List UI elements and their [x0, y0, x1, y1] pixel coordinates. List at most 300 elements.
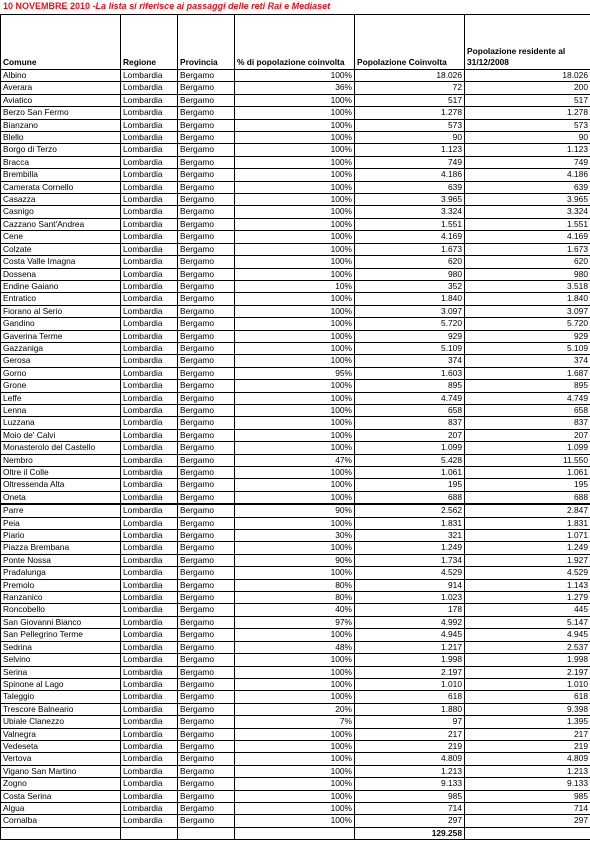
table-row: [1, 691, 590, 703]
cell-regione: Lombardia: [121, 629, 178, 641]
cell-regione: Lombardia: [121, 132, 178, 144]
cell-comune: Roncobello: [1, 604, 121, 616]
cell-regione: Lombardia: [121, 716, 178, 728]
cell-popolazione-residente: 2.197: [465, 666, 590, 678]
table-row: [1, 305, 590, 317]
cell-percentuale: 100%: [235, 392, 355, 404]
cell-provincia: Bergamo: [178, 268, 235, 280]
cell-popolazione-residente: 895: [465, 380, 590, 392]
table-row: [1, 404, 590, 416]
cell-regione: Lombardia: [121, 70, 178, 82]
cell-percentuale: 48%: [235, 641, 355, 653]
cell-provincia: Bergamo: [178, 392, 235, 404]
total-value: 129.258: [355, 827, 465, 839]
table-row: [1, 380, 590, 392]
cell-popolazione-residente: 90: [465, 132, 590, 144]
cell-percentuale: 100%: [235, 542, 355, 554]
cell-popolazione-residente: 517: [465, 94, 590, 106]
cell-regione: Lombardia: [121, 802, 178, 814]
cell-percentuale: 100%: [235, 666, 355, 678]
cell-comune: Lenna: [1, 404, 121, 416]
cell-regione: Lombardia: [121, 641, 178, 653]
cell-percentuale: 100%: [235, 765, 355, 777]
table-row: [1, 579, 590, 591]
cell-comune: Vertova: [1, 753, 121, 765]
cell-percentuale: 47%: [235, 454, 355, 466]
cell-percentuale: 100%: [235, 70, 355, 82]
cell-popolazione-coinvolta: 195: [355, 479, 465, 491]
cell-percentuale: 100%: [235, 678, 355, 690]
table-row: [1, 530, 590, 542]
table-row: [1, 454, 590, 466]
cell-provincia: Bergamo: [178, 94, 235, 106]
cell-comune: Averara: [1, 82, 121, 94]
table-row: [1, 654, 590, 666]
cell-popolazione-residente: 1.279: [465, 592, 590, 604]
cell-popolazione-residente: 573: [465, 119, 590, 131]
table-row: [1, 716, 590, 728]
cell-provincia: Bergamo: [178, 330, 235, 342]
table-row: [1, 765, 590, 777]
cell-regione: Lombardia: [121, 728, 178, 740]
cell-regione: Lombardia: [121, 181, 178, 193]
cell-comune: Piario: [1, 530, 121, 542]
cell-regione: Lombardia: [121, 753, 178, 765]
cell-provincia: Bergamo: [178, 604, 235, 616]
cell-provincia: Bergamo: [178, 156, 235, 168]
cell-popolazione-coinvolta: 1.734: [355, 554, 465, 566]
table-row: [1, 243, 590, 255]
cell-popolazione-residente: 217: [465, 728, 590, 740]
table-row: [1, 156, 590, 168]
table-row: [1, 392, 590, 404]
cell-provincia: Bergamo: [178, 678, 235, 690]
table-row: [1, 107, 590, 119]
header-popolazione-residente: Popolazione residente al 31/12/2008: [465, 15, 590, 70]
cell-comune: Selvino: [1, 654, 121, 666]
cell-provincia: Bergamo: [178, 305, 235, 317]
cell-popolazione-residente: 658: [465, 404, 590, 416]
cell-provincia: Bergamo: [178, 293, 235, 305]
cell-popolazione-residente: 4.945: [465, 629, 590, 641]
cell-regione: Lombardia: [121, 417, 178, 429]
cell-regione: Lombardia: [121, 654, 178, 666]
cell-provincia: Bergamo: [178, 442, 235, 454]
cell-regione: Lombardia: [121, 243, 178, 255]
cell-comune: Taleggio: [1, 691, 121, 703]
total-empty-cell: [178, 827, 235, 839]
cell-percentuale: 100%: [235, 218, 355, 230]
cell-popolazione-coinvolta: 895: [355, 380, 465, 392]
cell-regione: Lombardia: [121, 429, 178, 441]
cell-popolazione-coinvolta: 1.023: [355, 592, 465, 604]
cell-popolazione-residente: 929: [465, 330, 590, 342]
cell-regione: Lombardia: [121, 790, 178, 802]
cell-regione: Lombardia: [121, 194, 178, 206]
cell-popolazione-residente: 5.147: [465, 616, 590, 628]
cell-popolazione-coinvolta: 5.109: [355, 342, 465, 354]
cell-popolazione-coinvolta: 1.880: [355, 703, 465, 715]
cell-comune: Entratico: [1, 293, 121, 305]
cell-percentuale: 100%: [235, 753, 355, 765]
cell-popolazione-coinvolta: 618: [355, 691, 465, 703]
table-row: [1, 70, 590, 82]
table-row: [1, 119, 590, 131]
table-row: [1, 94, 590, 106]
table-row: [1, 169, 590, 181]
cell-popolazione-coinvolta: 1.061: [355, 467, 465, 479]
cell-popolazione-coinvolta: 749: [355, 156, 465, 168]
cell-regione: Lombardia: [121, 144, 178, 156]
cell-regione: Lombardia: [121, 567, 178, 579]
cell-popolazione-coinvolta: 1.010: [355, 678, 465, 690]
cell-percentuale: 10%: [235, 280, 355, 292]
cell-percentuale: 100%: [235, 94, 355, 106]
cell-percentuale: 100%: [235, 144, 355, 156]
cell-comune: Vigano San Martino: [1, 765, 121, 777]
cell-comune: Valnegra: [1, 728, 121, 740]
cell-popolazione-coinvolta: 658: [355, 404, 465, 416]
cell-comune: Ubiale Clanezzo: [1, 716, 121, 728]
cell-popolazione-residente: 749: [465, 156, 590, 168]
cell-popolazione-residente: 1.551: [465, 218, 590, 230]
cell-regione: Lombardia: [121, 256, 178, 268]
cell-popolazione-residente: 1.278: [465, 107, 590, 119]
cell-popolazione-coinvolta: 929: [355, 330, 465, 342]
cell-popolazione-coinvolta: 1.840: [355, 293, 465, 305]
cell-popolazione-residente: 4.529: [465, 567, 590, 579]
cell-provincia: Bergamo: [178, 491, 235, 504]
cell-percentuale: 80%: [235, 592, 355, 604]
cell-popolazione-residente: 1.071: [465, 530, 590, 542]
cell-popolazione-coinvolta: 517: [355, 94, 465, 106]
cell-regione: Lombardia: [121, 604, 178, 616]
table-row: [1, 504, 590, 517]
cell-provincia: Bergamo: [178, 728, 235, 740]
table-row: [1, 790, 590, 802]
cell-regione: Lombardia: [121, 404, 178, 416]
cell-provincia: Bergamo: [178, 579, 235, 591]
cell-provincia: Bergamo: [178, 404, 235, 416]
cell-comune: Fiorano al Serio: [1, 305, 121, 317]
cell-comune: Costa Serina: [1, 790, 121, 802]
cell-popolazione-coinvolta: 837: [355, 417, 465, 429]
table-row: [1, 567, 590, 579]
cell-popolazione-coinvolta: 1.099: [355, 442, 465, 454]
cell-popolazione-coinvolta: 1.249: [355, 542, 465, 554]
table-row: [1, 144, 590, 156]
cell-popolazione-coinvolta: 72: [355, 82, 465, 94]
cell-regione: Lombardia: [121, 169, 178, 181]
cell-comune: Gandino: [1, 318, 121, 330]
cell-comune: Peia: [1, 517, 121, 529]
cell-provincia: Bergamo: [178, 318, 235, 330]
cell-regione: Lombardia: [121, 740, 178, 752]
cell-percentuale: 100%: [235, 404, 355, 416]
cell-comune: Gorno: [1, 367, 121, 379]
cell-comune: Borgo di Terzo: [1, 144, 121, 156]
cell-provincia: Bergamo: [178, 231, 235, 243]
table-row: [1, 554, 590, 566]
cell-popolazione-residente: 219: [465, 740, 590, 752]
cell-provincia: Bergamo: [178, 517, 235, 529]
cell-popolazione-residente: 2.537: [465, 641, 590, 653]
table-row: [1, 231, 590, 243]
cell-regione: Lombardia: [121, 530, 178, 542]
cell-popolazione-coinvolta: 18.026: [355, 70, 465, 82]
cell-provincia: Bergamo: [178, 691, 235, 703]
table-row: [1, 542, 590, 554]
table-row: [1, 206, 590, 218]
cell-popolazione-residente: 618: [465, 691, 590, 703]
cell-popolazione-coinvolta: 297: [355, 815, 465, 827]
cell-popolazione-coinvolta: 374: [355, 355, 465, 367]
cell-regione: Lombardia: [121, 119, 178, 131]
cell-comune: Moio de' Calvi: [1, 429, 121, 441]
cell-percentuale: 100%: [235, 467, 355, 479]
cell-percentuale: 100%: [235, 567, 355, 579]
cell-provincia: Bergamo: [178, 778, 235, 790]
cell-popolazione-residente: 1.249: [465, 542, 590, 554]
cell-popolazione-coinvolta: 4.945: [355, 629, 465, 641]
table-row: [1, 82, 590, 94]
cell-popolazione-residente: 3.518: [465, 280, 590, 292]
cell-percentuale: 36%: [235, 82, 355, 94]
cell-comune: Brembilla: [1, 169, 121, 181]
cell-provincia: Bergamo: [178, 132, 235, 144]
cell-percentuale: 100%: [235, 429, 355, 441]
cell-popolazione-coinvolta: 639: [355, 181, 465, 193]
cell-popolazione-residente: 3.324: [465, 206, 590, 218]
cell-provincia: Bergamo: [178, 629, 235, 641]
cell-percentuale: 100%: [235, 330, 355, 342]
table-row: [1, 355, 590, 367]
cell-popolazione-residente: 620: [465, 256, 590, 268]
cell-regione: Lombardia: [121, 554, 178, 566]
cell-popolazione-coinvolta: 352: [355, 280, 465, 292]
cell-regione: Lombardia: [121, 293, 178, 305]
header-comune: Comune: [1, 15, 121, 70]
cell-comune: Monasterolo del Castello: [1, 442, 121, 454]
table-row: [1, 778, 590, 790]
cell-regione: Lombardia: [121, 442, 178, 454]
cell-regione: Lombardia: [121, 268, 178, 280]
table-row: [1, 479, 590, 491]
cell-percentuale: 100%: [235, 815, 355, 827]
cell-popolazione-residente: 4.169: [465, 231, 590, 243]
cell-popolazione-coinvolta: 714: [355, 802, 465, 814]
cell-popolazione-residente: 1.395: [465, 716, 590, 728]
cell-comune: Casazza: [1, 194, 121, 206]
cell-provincia: Bergamo: [178, 479, 235, 491]
cell-popolazione-residente: 2.847: [465, 504, 590, 517]
cell-regione: Lombardia: [121, 592, 178, 604]
total-row: [1, 827, 590, 839]
table-row: [1, 268, 590, 280]
cell-regione: Lombardia: [121, 355, 178, 367]
cell-regione: Lombardia: [121, 491, 178, 504]
cell-popolazione-coinvolta: 1.217: [355, 641, 465, 653]
cell-popolazione-coinvolta: 1.603: [355, 367, 465, 379]
cell-provincia: Bergamo: [178, 119, 235, 131]
cell-regione: Lombardia: [121, 156, 178, 168]
cell-regione: Lombardia: [121, 616, 178, 628]
cell-provincia: Bergamo: [178, 753, 235, 765]
cell-regione: Lombardia: [121, 367, 178, 379]
cell-comune: San Giovanni Bianco: [1, 616, 121, 628]
cell-percentuale: 100%: [235, 740, 355, 752]
cell-comune: Costa Valle Imagna: [1, 256, 121, 268]
table-body: [1, 70, 590, 828]
cell-regione: Lombardia: [121, 218, 178, 230]
cell-popolazione-residente: 5.109: [465, 342, 590, 354]
header-percentuale: % di popolazione coinvolta: [235, 15, 355, 70]
cell-comune: Casnigo: [1, 206, 121, 218]
cell-popolazione-residente: 1.123: [465, 144, 590, 156]
document-title: [3, 0, 330, 12]
cell-popolazione-residente: 1.143: [465, 579, 590, 591]
cell-percentuale: 100%: [235, 268, 355, 280]
cell-percentuale: 100%: [235, 318, 355, 330]
table-row: [1, 604, 590, 616]
cell-regione: Lombardia: [121, 815, 178, 827]
cell-regione: Lombardia: [121, 517, 178, 529]
cell-percentuale: 100%: [235, 728, 355, 740]
cell-regione: Lombardia: [121, 691, 178, 703]
cell-regione: Lombardia: [121, 504, 178, 517]
cell-comune: Cazzano Sant'Andrea: [1, 218, 121, 230]
cell-regione: Lombardia: [121, 778, 178, 790]
cell-percentuale: 100%: [235, 156, 355, 168]
cell-percentuale: 20%: [235, 703, 355, 715]
table-row: [1, 256, 590, 268]
cell-popolazione-coinvolta: 219: [355, 740, 465, 752]
cell-popolazione-residente: 688: [465, 491, 590, 504]
cell-regione: Lombardia: [121, 666, 178, 678]
total-empty-cell: [121, 827, 178, 839]
cell-popolazione-coinvolta: 178: [355, 604, 465, 616]
cell-provincia: Bergamo: [178, 504, 235, 517]
cell-popolazione-residente: 837: [465, 417, 590, 429]
cell-comune: Gerosa: [1, 355, 121, 367]
cell-popolazione-coinvolta: 4.749: [355, 392, 465, 404]
cell-popolazione-coinvolta: 321: [355, 530, 465, 542]
cell-percentuale: 40%: [235, 604, 355, 616]
cell-comune: Vedeseta: [1, 740, 121, 752]
cell-popolazione-residente: 980: [465, 268, 590, 280]
cell-percentuale: 100%: [235, 802, 355, 814]
cell-comune: Camerata Cornello: [1, 181, 121, 193]
cell-comune: Zogno: [1, 778, 121, 790]
cell-popolazione-residente: 1.099: [465, 442, 590, 454]
cell-provincia: Bergamo: [178, 554, 235, 566]
cell-percentuale: 100%: [235, 342, 355, 354]
cell-popolazione-residente: 18.026: [465, 70, 590, 82]
table-row: [1, 740, 590, 752]
cell-provincia: Bergamo: [178, 367, 235, 379]
cell-provincia: Bergamo: [178, 218, 235, 230]
cell-percentuale: 100%: [235, 654, 355, 666]
cell-regione: Lombardia: [121, 765, 178, 777]
cell-regione: Lombardia: [121, 467, 178, 479]
table-row: [1, 218, 590, 230]
header-row: [1, 15, 590, 70]
total-empty-cell: [235, 827, 355, 839]
cell-provincia: Bergamo: [178, 280, 235, 292]
cell-popolazione-coinvolta: 1.123: [355, 144, 465, 156]
cell-popolazione-coinvolta: 914: [355, 579, 465, 591]
cell-popolazione-coinvolta: 207: [355, 429, 465, 441]
cell-provincia: Bergamo: [178, 169, 235, 181]
table-row: [1, 491, 590, 504]
cell-provincia: Bergamo: [178, 82, 235, 94]
cell-provincia: Bergamo: [178, 429, 235, 441]
cell-popolazione-residente: 374: [465, 355, 590, 367]
cell-popolazione-coinvolta: 1.831: [355, 517, 465, 529]
table-row: [1, 629, 590, 641]
cell-regione: Lombardia: [121, 94, 178, 106]
table-row: [1, 616, 590, 628]
cell-provincia: Bergamo: [178, 616, 235, 628]
cell-popolazione-residente: 5.720: [465, 318, 590, 330]
cell-popolazione-residente: 1.061: [465, 467, 590, 479]
cell-provincia: Bergamo: [178, 740, 235, 752]
cell-regione: Lombardia: [121, 678, 178, 690]
title-subtitle: -La lista si riferisce ai passaggi delle reti Rai e Mediaset: [92, 1, 331, 11]
cell-popolazione-residente: 1.831: [465, 517, 590, 529]
cell-comune: Ranzanico: [1, 592, 121, 604]
cell-comune: Spinone al Lago: [1, 678, 121, 690]
table-row: [1, 815, 590, 827]
cell-comune: Gazzaniga: [1, 342, 121, 354]
cell-popolazione-coinvolta: 4.169: [355, 231, 465, 243]
cell-provincia: Bergamo: [178, 467, 235, 479]
cell-popolazione-residente: 714: [465, 802, 590, 814]
cell-percentuale: 100%: [235, 256, 355, 268]
cell-provincia: Bergamo: [178, 107, 235, 119]
cell-percentuale: 80%: [235, 579, 355, 591]
cell-comune: Leffe: [1, 392, 121, 404]
cell-popolazione-residente: 9.398: [465, 703, 590, 715]
header-provincia: Provincia: [178, 15, 235, 70]
cell-popolazione-residente: 207: [465, 429, 590, 441]
cell-popolazione-residente: 3.097: [465, 305, 590, 317]
cell-regione: Lombardia: [121, 342, 178, 354]
table-row: [1, 703, 590, 715]
table-row: [1, 181, 590, 193]
cell-percentuale: 100%: [235, 778, 355, 790]
cell-comune: Albino: [1, 70, 121, 82]
cell-provincia: Bergamo: [178, 567, 235, 579]
cell-comune: Cene: [1, 231, 121, 243]
cell-provincia: Bergamo: [178, 256, 235, 268]
header-popolazione-coinvolta: Popolazione Coinvolta: [355, 15, 465, 70]
cell-popolazione-coinvolta: 5.720: [355, 318, 465, 330]
cell-popolazione-residente: 639: [465, 181, 590, 193]
table-row: [1, 342, 590, 354]
cell-popolazione-coinvolta: 1.673: [355, 243, 465, 255]
table-row: [1, 802, 590, 814]
cell-popolazione-residente: 1.213: [465, 765, 590, 777]
cell-comune: Luzzana: [1, 417, 121, 429]
table-row: [1, 367, 590, 379]
cell-percentuale: 97%: [235, 616, 355, 628]
cell-provincia: Bergamo: [178, 542, 235, 554]
cell-regione: Lombardia: [121, 330, 178, 342]
cell-comune: Bianzano: [1, 119, 121, 131]
cell-popolazione-residente: 9.133: [465, 778, 590, 790]
cell-comune: Sedrina: [1, 641, 121, 653]
